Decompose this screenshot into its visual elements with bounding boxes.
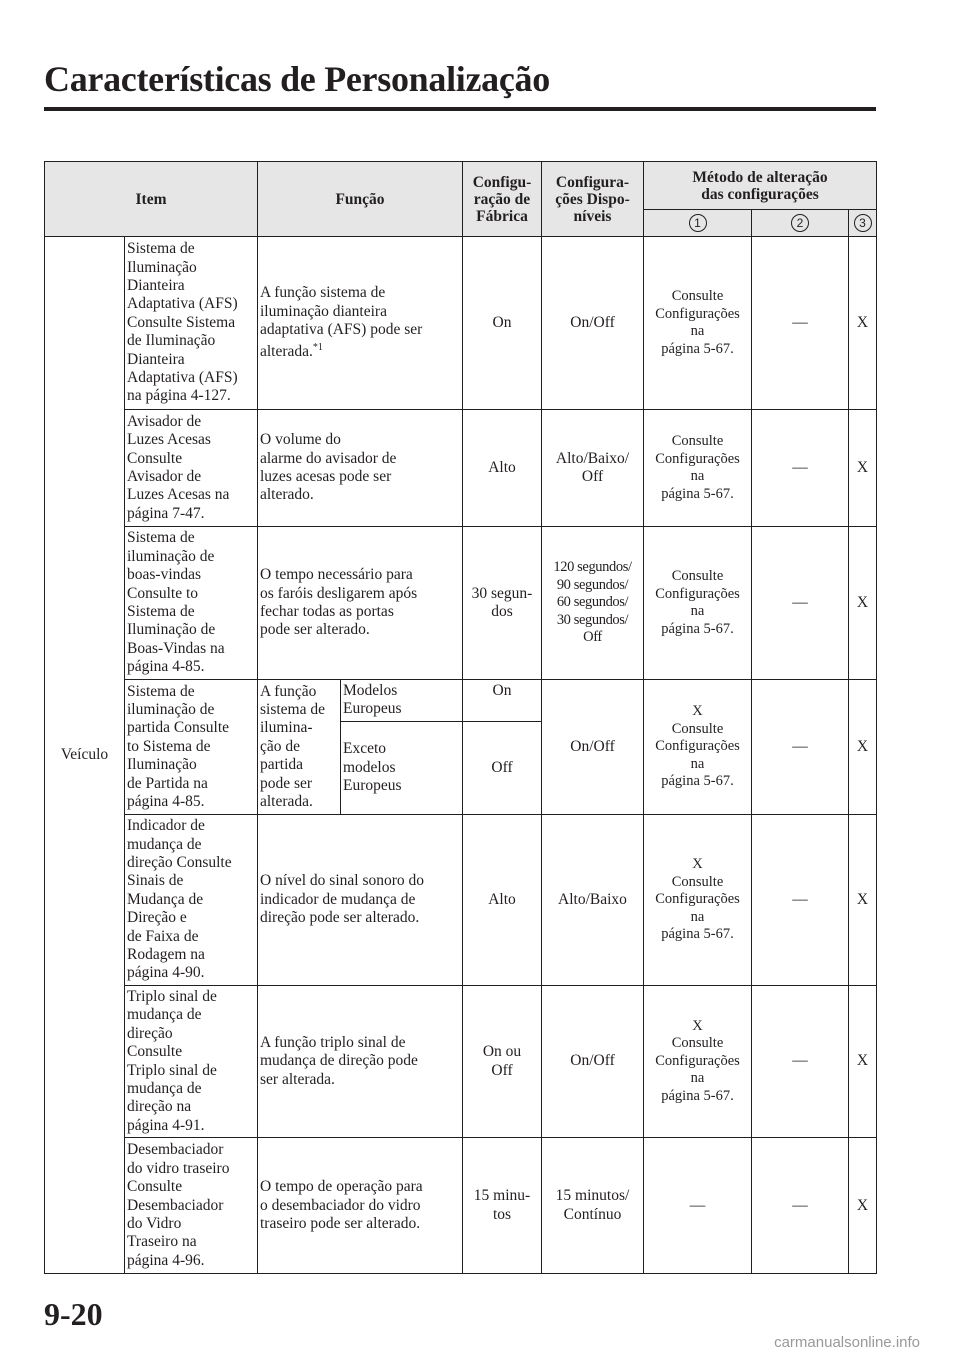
method-1-cell: Consulte Configurações na página 5-67. [644, 237, 752, 410]
available-cell: 15 minutos/ Contínuo [542, 1138, 644, 1274]
header-method-2 [752, 210, 849, 237]
table-row [45, 527, 877, 680]
item-cell: Triplo sinal de mudança de direção Consulte Triplo sinal de mudança de direção na página 4-91. [125, 986, 258, 1138]
method-3-cell: X [849, 680, 877, 815]
item-cell: Avisador de Luzes Acesas Consulte Avisador de Luzes Acesas na página 7-47. [125, 410, 258, 527]
function-cell: O tempo necessário para os faróis desligarem após fechar todas as portas pode ser alterado. [258, 527, 463, 680]
method-3-cell: X [849, 986, 877, 1138]
available-cell: Alto/Baixo [542, 815, 644, 986]
customization-table [44, 161, 877, 1274]
function-cell: A função triplo sinal de mudança de direção pode ser alterada. [258, 986, 463, 1138]
header-method-3 [849, 210, 877, 237]
factory-cell: 30 segun- dos [463, 527, 542, 680]
function-cell: A função sistema de ilumina- ção de partida pode ser alterada. [258, 680, 341, 815]
method-3-cell: X [849, 815, 877, 986]
method-2-cell: — [752, 527, 849, 680]
page-number: 9-20 [44, 1296, 103, 1332]
circle-2-icon: 2 [791, 214, 809, 232]
method-2-cell: — [752, 410, 849, 527]
method-2-cell: — [752, 1138, 849, 1274]
sub-model-cell: Modelos Europeus [341, 680, 463, 722]
header-metodo: Método de alteração das configurações [644, 162, 877, 210]
table-row [45, 410, 877, 527]
method-2-cell: — [752, 815, 849, 986]
method-1-cell: X Consulte Configurações na página 5-67. [644, 680, 752, 815]
function-cell: O volume do alarme do avisador de luzes acesas pode ser alterado. [258, 410, 463, 527]
circle-1-icon: 1 [689, 214, 707, 232]
method-3-cell: X [849, 1138, 877, 1274]
method-3-cell: X [849, 527, 877, 680]
method-1-cell: X Consulte Configurações na página 5-67. [644, 815, 752, 986]
method-1-cell: — [644, 1138, 752, 1274]
factory-cell: Off [463, 722, 542, 815]
title-rule [44, 107, 876, 111]
factory-cell: Alto [463, 410, 542, 527]
available-cell: Alto/Baixo/ Off [542, 410, 644, 527]
method-3-cell: X [849, 237, 877, 410]
function-cell: O nível do sinal sonoro do indicador de mudança de direção pode ser alterado. [258, 815, 463, 986]
item-cell: Indicador de mudança de direção Consulte Sinais de Mudança de Direção e de Faixa de Rodagem na página 4-90. [125, 815, 258, 986]
category-cell: Veículo [45, 237, 125, 1274]
watermark: carmanualsonline.info [774, 1334, 920, 1351]
function-text: A função sistema de iluminação dianteira adaptativa (AFS) pode ser alterada. [260, 284, 423, 361]
item-cell: Sistema de iluminação de boas-vindas Consulte to Sistema de Iluminação de Boas-Vindas na página 4-85. [125, 527, 258, 680]
factory-cell: On [463, 680, 542, 722]
function-cell: O tempo de operação para o desembaciador do vidro traseiro pode ser alterado. [258, 1138, 463, 1274]
circle-3-icon: 3 [854, 214, 872, 232]
footnote-ref: *1 [312, 342, 323, 354]
method-2-cell: — [752, 680, 849, 815]
header-funcao: Função [258, 162, 463, 237]
factory-cell: On [463, 237, 542, 410]
header-item: Item [45, 162, 258, 237]
method-1-cell: X Consulte Configurações na página 5-67. [644, 986, 752, 1138]
factory-cell: 15 minu- tos [463, 1138, 542, 1274]
header-method-1 [644, 210, 752, 237]
available-cell: On/Off [542, 237, 644, 410]
header-disponiveis: Configura- ções Dispo- níveis [542, 162, 644, 237]
sub-model-cell: Exceto modelos Europeus [341, 722, 463, 815]
available-cell: 120 segundos/ 90 segundos/ 60 segundos/ 30 segundos/ Off [542, 527, 644, 680]
factory-cell: On ou Off [463, 986, 542, 1138]
table-row [45, 680, 877, 722]
method-1-cell: Consulte Configurações na página 5-67. [644, 410, 752, 527]
method-2-cell: — [752, 986, 849, 1138]
header-fabrica: Configu- ração de Fábrica [463, 162, 542, 237]
page-title: Características de Personalização [44, 59, 550, 99]
table-row [45, 1138, 877, 1274]
table-row [45, 986, 877, 1138]
function-cell [258, 237, 463, 410]
table-row [45, 237, 877, 410]
table-row [45, 815, 877, 986]
available-cell: On/Off [542, 986, 644, 1138]
method-3-cell: X [849, 410, 877, 527]
method-2-cell: — [752, 237, 849, 410]
item-cell: Desembaciador do vidro traseiro Consulte Desembaciador do Vidro Traseiro na página 4-96. [125, 1138, 258, 1274]
factory-cell: Alto [463, 815, 542, 986]
method-1-cell: Consulte Configurações na página 5-67. [644, 527, 752, 680]
item-cell: Sistema de Iluminação Dianteira Adaptativa (AFS) Consulte Sistema de Iluminação Dianteira Adaptativa (AFS) na página 4-127. [125, 237, 258, 410]
available-cell: On/Off [542, 680, 644, 815]
item-cell: Sistema de iluminação de partida Consulte to Sistema de Iluminação de Partida na página 4-85. [125, 680, 258, 815]
